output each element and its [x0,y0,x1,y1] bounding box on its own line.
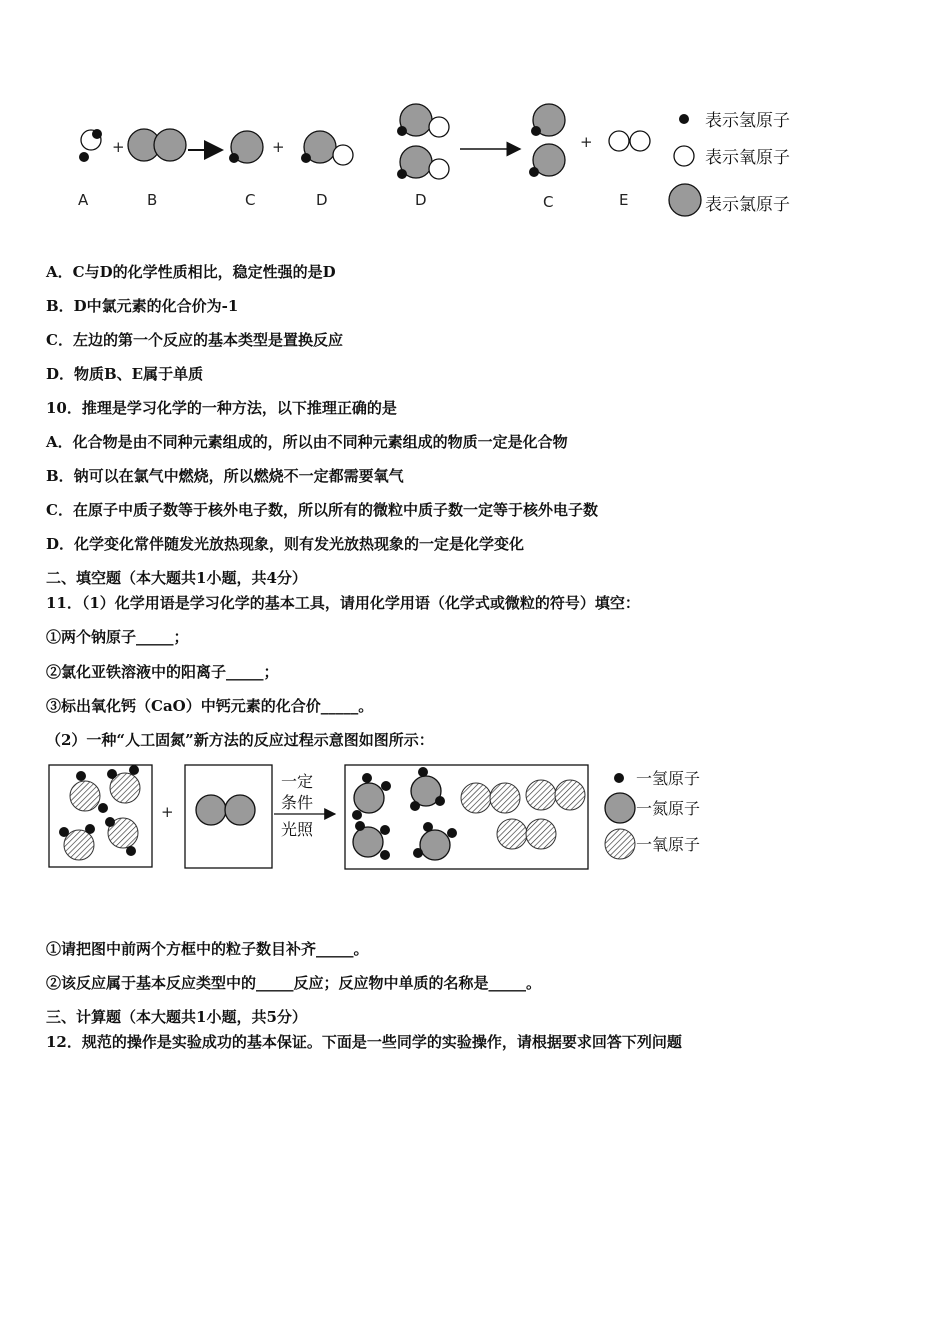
section-2-heading: 二、填空题（本大题共1小题，共4分） [46,569,307,587]
q11-sub-2: ②该反应属于基本反应类型中的_____反应；反应物中单质的名称是_____。 [46,974,542,992]
legend-oxygen-2: 一氧原子 [636,835,701,854]
hydrogen-atom-icon [679,114,689,124]
q11-sub-1: ①请把图中前两个方框中的粒子数目补齐_____。 [46,940,369,958]
q12-stem: 12．规范的操作是实验成功的基本保证。下面是一些同学的实验操作，请根据要求回答下列问题 [46,1033,682,1051]
molecule-d [301,131,353,165]
q11-item-2: ②氯化亚铁溶液中的阳离子_____； [46,663,279,681]
q9-option-a: A．C与D的化学性质相比，稳定性强的是D [46,263,336,281]
condition-text-1: 一定 [281,772,314,791]
hydrogen-atom-icon [614,773,624,783]
legend-nitrogen: 一氮原子 [636,799,701,818]
molecule-b [128,129,186,161]
q10-option-d: D．化学变化常伴随发光放热现象，则有发光放热现象的一定是化学变化 [46,535,525,553]
molecule-c-pair [529,104,565,177]
legend-1 [669,111,790,216]
legend-chlorine: 表示氯原子 [705,195,790,215]
q11-item-1: ①两个钠原子_____； [46,628,189,646]
label-c2: C [543,193,554,211]
molecule-a [79,129,102,162]
plus-sign: + [161,803,174,821]
water-molecules [59,765,140,860]
label-c: C [245,191,256,209]
oxygen-molecules [461,780,585,849]
legend-hydrogen: 表示氢原子 [705,111,790,131]
label-d2: D [415,191,427,209]
molecule-e [609,131,650,151]
q10-option-b: B．钠可以在氯气中燃烧，所以燃烧不一定都需要氧气 [46,467,404,485]
q11-part2: （2）一种“人工固氮”新方法的反应过程示意图如图所示： [46,731,434,749]
q9-option-b: B．D中氯元素的化合价为-1 [46,297,239,315]
chlorine-atom-icon [669,184,701,216]
nitrogen-atom-icon [605,793,635,823]
legend-hydrogen-2: 一氢原子 [636,769,701,788]
condition-text-3: 光照 [281,820,314,839]
condition-text-2: 条件 [281,793,314,812]
ammonia-molecules [352,767,457,860]
molecule-c [229,131,263,163]
plus-sign: + [112,138,125,156]
plus-sign: + [580,133,593,151]
q10-option-c: C．在原子中质子数等于核外电子数，所以所有的微粒中质子数一定等于核外电子数 [46,501,598,519]
nitrogen-molecule [196,795,255,825]
q11-item-3: ③标出氧化钙（CaO）中钙元素的化合价_____。 [46,697,374,715]
q9-option-d: D．物质B、E属于单质 [46,365,204,383]
label-b: B [147,191,158,209]
q10-option-a: A．化合物是由不同种元素组成的，所以由不同种元素组成的物质一定是化合物 [46,433,568,451]
oxygen-atom-icon [605,829,635,859]
q11-part1: 11．（1）化学用语是学习化学的基本工具，请用化学用语（化学式或微粒的符号）填空： [46,594,640,612]
label-a: A [78,191,89,209]
legend-2 [605,769,700,859]
reaction-figure-2 [49,765,700,869]
molecule-d-pair [397,104,449,179]
oxygen-atom-icon [674,146,694,166]
plus-sign: + [272,138,285,156]
q9-option-c: C．左边的第一个反应的基本类型是置换反应 [46,331,343,349]
reaction-figure-1 [78,104,790,216]
q10-stem: 10．推理是学习化学的一种方法，以下推理正确的是 [46,399,397,417]
legend-oxygen: 表示氧原子 [705,148,790,168]
section-3-heading: 三、计算题（本大题共1小题，共5分） [46,1008,307,1026]
label-e: E [619,191,629,209]
label-d: D [316,191,328,209]
